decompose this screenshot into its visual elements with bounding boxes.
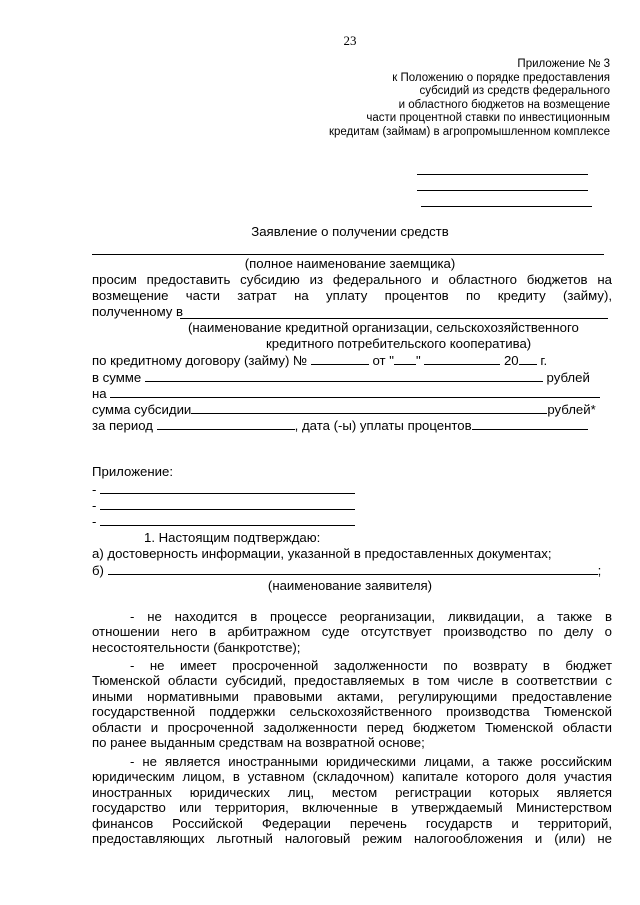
period-label: за период [92, 418, 153, 433]
paragraph-line: по ранее выданным средствам на возвратной основе; [92, 735, 425, 751]
paragraph-line: государство или территория, включенные в утверждаемый Министерством [92, 800, 612, 816]
attachment-dash: - [92, 482, 97, 497]
credit-org-caption: кредитного потребительского кооператива) [266, 336, 532, 351]
credit-org-caption: (наименование кредитной организации, сельскохозяйственного [188, 320, 579, 335]
period-field[interactable] [157, 417, 295, 430]
payment-date-field[interactable] [472, 417, 588, 430]
appendix-header [329, 58, 610, 140]
paragraph-bankruptcy [92, 609, 612, 655]
page-number: 23 [343, 33, 357, 48]
contract-year: 20 [503, 353, 519, 368]
paragraph-line: Тюменской области субсидий, предоставляемых в том числе в соответствии с [92, 673, 612, 689]
paragraph-line: - не находится в процессе реорганизации, ликвидации, а также в [130, 609, 612, 624]
amount-field[interactable] [145, 369, 543, 382]
contract-from: от " [372, 353, 394, 368]
contract-row [92, 352, 547, 369]
appendix-line: к Положению о порядке предоставления [392, 71, 610, 84]
on-field[interactable] [110, 385, 600, 398]
paragraph-line: - не является иностранными юридическими лицами, а также российским [130, 754, 612, 769]
paragraph-foreign [92, 754, 612, 846]
attachment-dash: - [92, 514, 97, 529]
on-row [92, 385, 600, 402]
confirm-b-row [92, 562, 601, 579]
paragraph-line: несостоятельности (банкротстве); [92, 639, 301, 655]
paragraph-line: иностранных юридических лиц, местом регистрации которых является [92, 784, 612, 800]
borrower-name-line[interactable] [92, 254, 604, 255]
paragraph-line: государственной поддержки сельскохозяйственного производства Тюменской [92, 704, 612, 720]
amount-row [92, 369, 590, 386]
paragraph-line: финансов Российской Федерации перечень государств и территорий, [92, 815, 612, 831]
confirm-b-suffix: ; [597, 563, 602, 578]
contract-number-field[interactable] [311, 352, 369, 365]
paragraph-line: предоставляющих льготный налоговый режим налогообложения и (или) не [92, 831, 612, 847]
on-label: на [92, 386, 107, 401]
contract-label: по кредитному договору (займу) № [92, 353, 308, 368]
appendix-line: кредитам (займам) в агропромышленном комплексе [328, 125, 610, 138]
paragraph-line: отношении него в арбитражном суде отсутствует производство по делу о [92, 624, 612, 640]
contract-month-field[interactable] [424, 352, 500, 365]
subsidy-label: сумма субсидии [92, 402, 192, 417]
applicant-caption: (наименование заявителя) [267, 578, 433, 593]
borrower-caption: (полное наименование заемщика) [244, 256, 456, 271]
attachment-label: Приложение: [92, 464, 174, 479]
addressee-line[interactable] [417, 174, 588, 175]
document-title: Заявление о получении средств [251, 224, 449, 239]
attachment-item [92, 481, 355, 498]
paragraph-line: - не имеет просроченной задолженности по возврату в бюджет [130, 658, 612, 673]
subsidy-field[interactable] [191, 401, 547, 414]
attachment-field[interactable] [100, 513, 355, 526]
subsidy-row [92, 401, 596, 418]
received-label: полученному в [92, 304, 184, 319]
attachment-item [92, 513, 355, 530]
amount-unit: рублей [546, 370, 590, 385]
contract-year-suffix: г. [540, 353, 548, 368]
paragraph-debt [92, 658, 612, 750]
contract-day-field[interactable] [394, 352, 416, 365]
paragraph-line: иными нормативными правовыми актами, регулирующими предоставление [92, 688, 612, 704]
attachment-dash: - [92, 498, 97, 513]
appendix-line: субсидий из средств федерального [419, 85, 610, 98]
received-row [92, 304, 183, 320]
subsidy-unit: рублей* [547, 402, 596, 417]
addressee-line[interactable] [421, 206, 592, 207]
period-row [92, 417, 588, 434]
paragraph-line: области и просроченной задолженности перед бюджетом Тюменской области [92, 719, 612, 735]
payment-date-label: , дата (-ы) уплаты процентов [294, 418, 472, 433]
confirm-b-prefix: б) [92, 563, 104, 578]
credit-org-line[interactable] [180, 318, 608, 319]
confirm-heading: 1. Настоящим подтверждаю: [144, 530, 321, 545]
amount-label: в сумме [92, 370, 142, 385]
appendix-line: части процентной ставки по инвестиционным [366, 112, 610, 125]
attachment-item [92, 497, 355, 514]
request-line: просим предоставить субсидию из федерального и областного бюджетов на [92, 272, 612, 287]
appendix-line: Приложение № 3 [517, 58, 610, 70]
attachment-field[interactable] [100, 481, 355, 494]
request-text [92, 272, 612, 303]
confirm-a: а) достоверность информации, указанной в предоставленных документах; [92, 546, 552, 561]
applicant-field[interactable] [108, 562, 598, 575]
attachment-field[interactable] [100, 497, 355, 510]
contract-quote: " [415, 353, 421, 368]
paragraph-line: юридическим лицом, в уставном (складочном) капитале которого доля участия [92, 769, 612, 785]
addressee-line[interactable] [417, 190, 588, 191]
request-line: возмещение части затрат на уплату процентов по кредиту (займу), [92, 287, 612, 303]
contract-year-field[interactable] [519, 352, 537, 365]
appendix-line: и областного бюджетов на возмещение [398, 98, 610, 111]
